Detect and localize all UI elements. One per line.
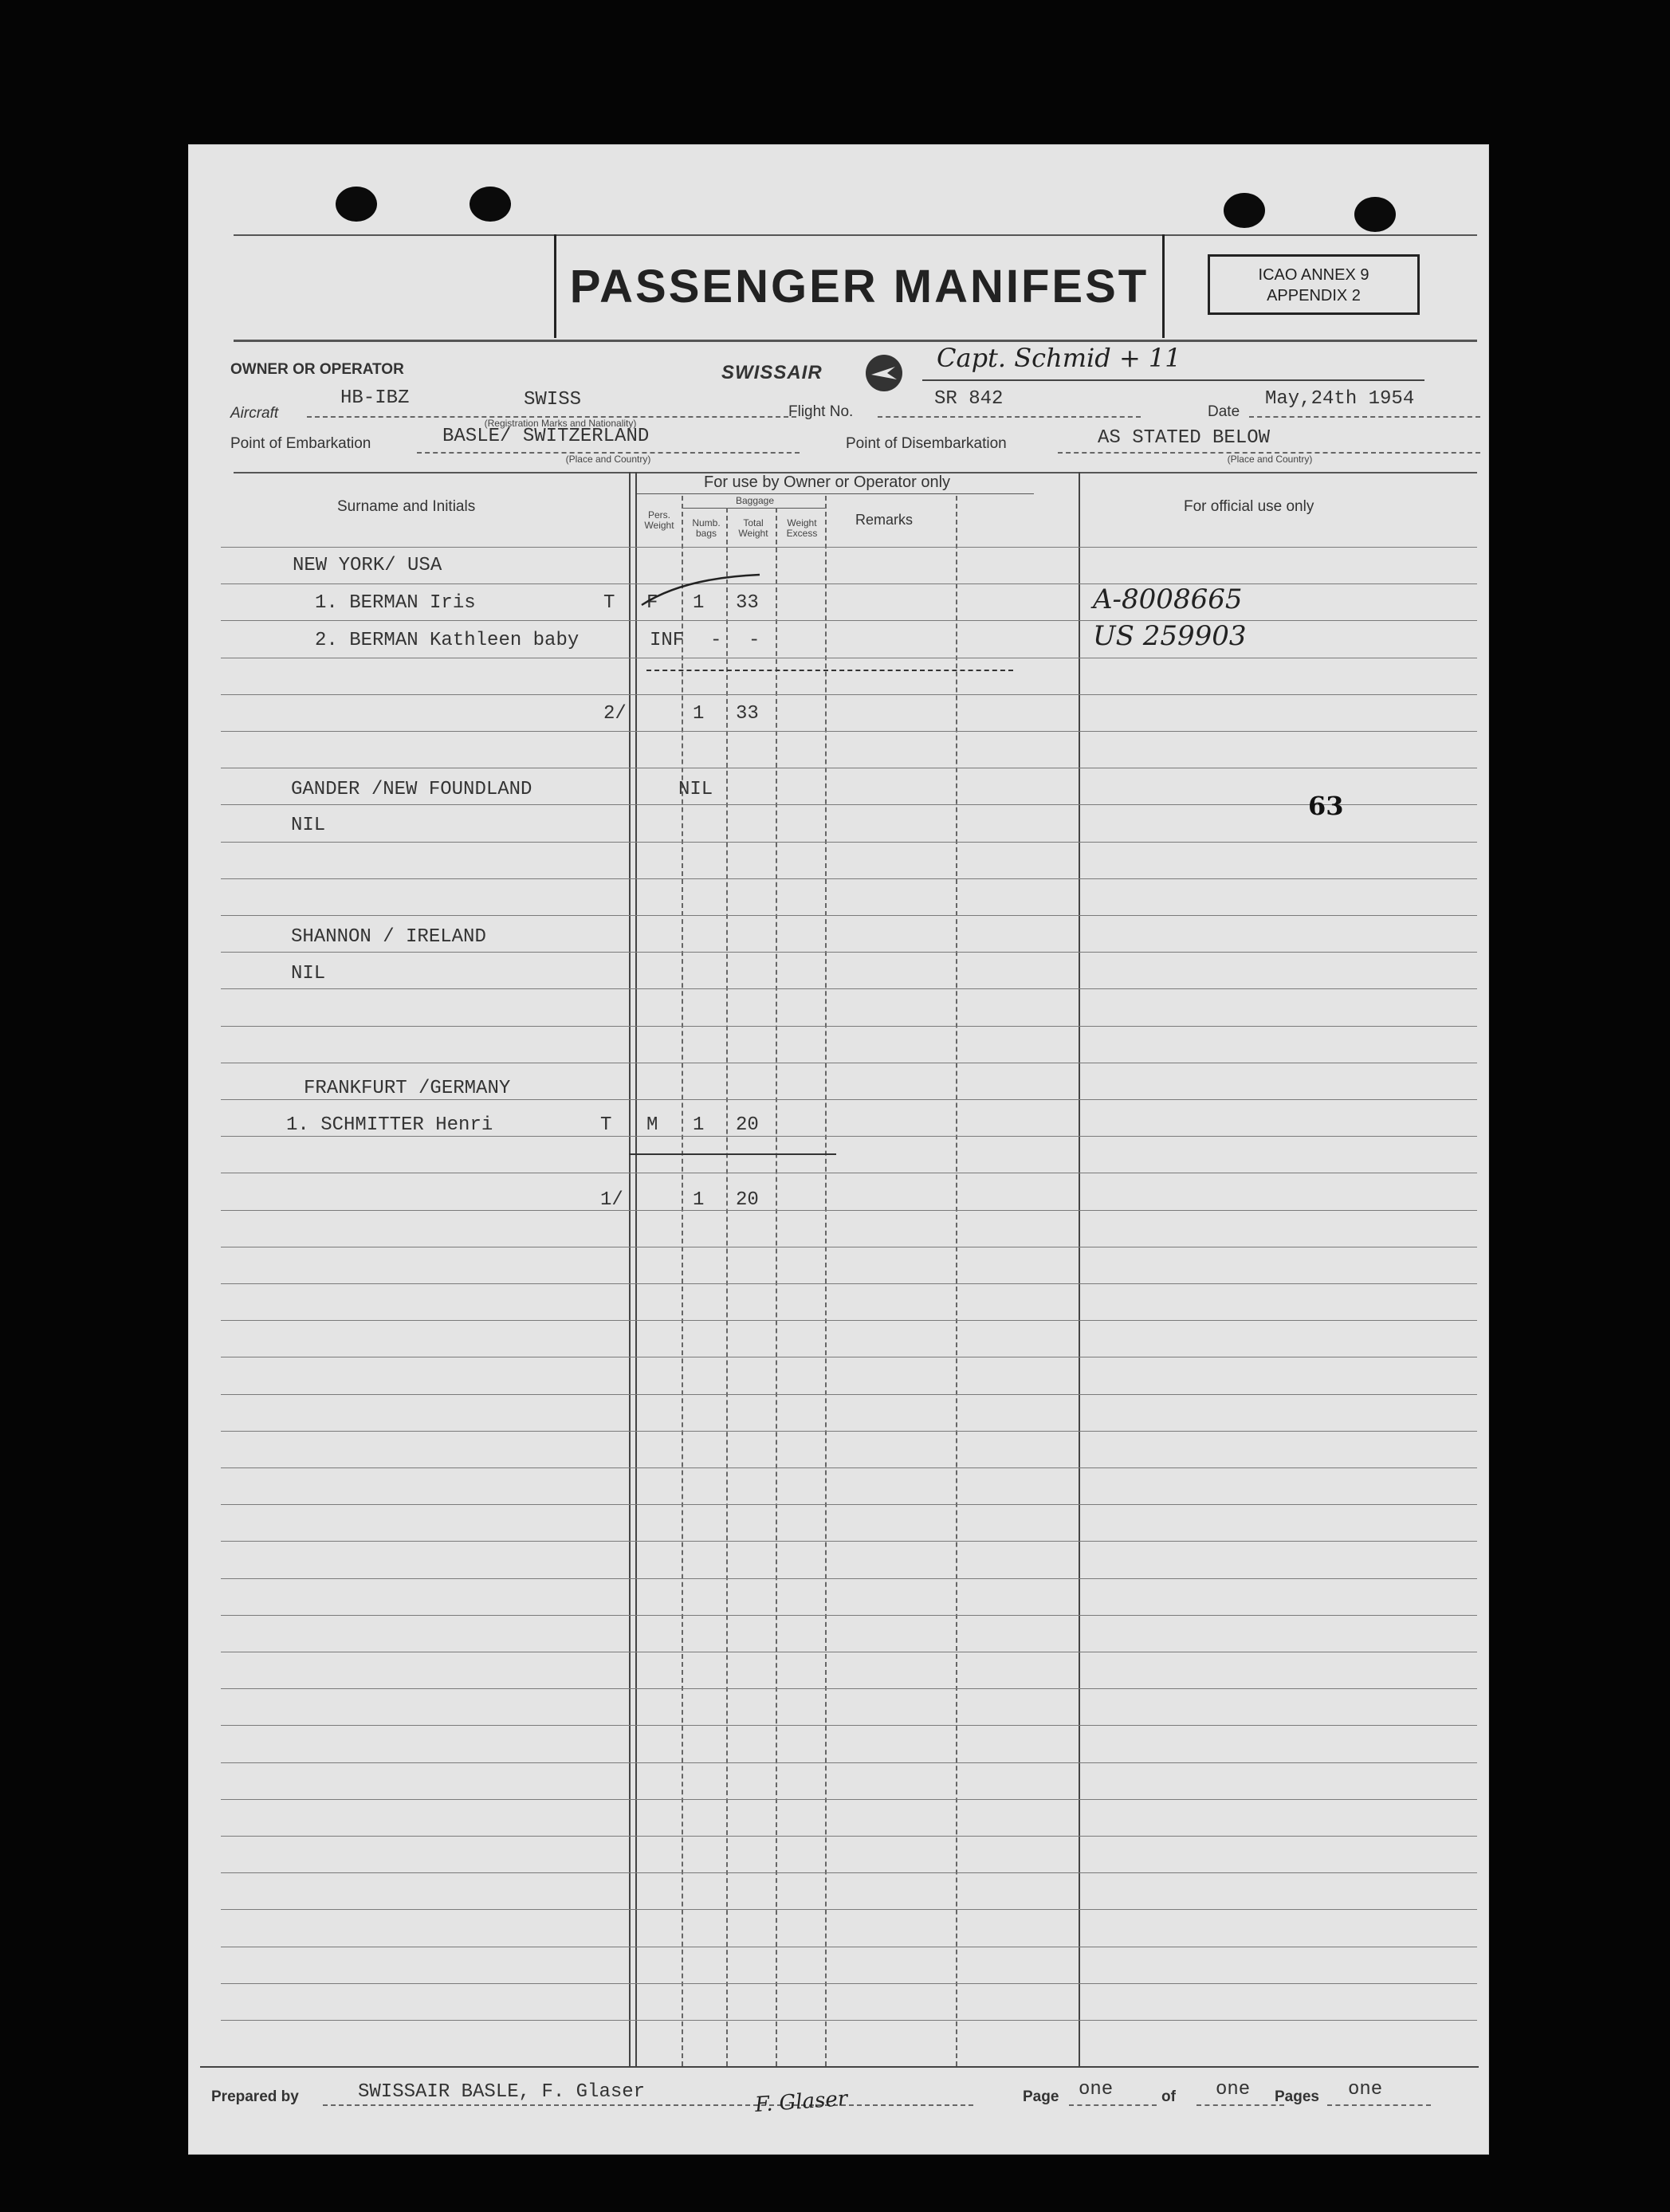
passenger-transit: T (600, 1114, 612, 1136)
ruled-row-line (221, 1283, 1477, 1284)
column-divider (776, 508, 777, 2066)
passenger-weight: - (749, 630, 760, 651)
disembarkation-value: AS STATED BELOW (1098, 427, 1271, 449)
title-box (554, 234, 1165, 338)
captain-note: Capt. Schmid + 11 (937, 343, 1181, 373)
of-rule (1197, 2104, 1284, 2106)
manifest-sheet (188, 144, 1489, 2155)
page-label: Page (1023, 2088, 1059, 2105)
ruled-row-line (221, 547, 1477, 548)
owner-use-rule (635, 493, 1034, 494)
embarkation-value: BASLE/ SWITZERLAND (442, 426, 650, 447)
of-number: one (1216, 2079, 1251, 2100)
ruled-row-line (221, 1578, 1477, 1579)
ruled-row-line (221, 1136, 1477, 1137)
swissair-logo (721, 354, 929, 394)
ruled-row-line (221, 1983, 1477, 1984)
passenger-transit: T (603, 592, 615, 614)
destination-gander: GANDER /NEW FOUNDLAND (291, 779, 532, 800)
col-weight-excess: Weight Excess (786, 517, 818, 539)
icao-appendix-line: APPENDIX 2 (1267, 287, 1361, 304)
ruled-row-line (221, 878, 1477, 879)
ruled-row-line (221, 694, 1477, 695)
official-number: A-8008665 (1093, 583, 1243, 615)
ruled-row-line (221, 1909, 1477, 1910)
column-divider (635, 472, 637, 2066)
destination-new-york: NEW YORK/ USA (293, 555, 442, 576)
ruled-row-line (221, 1541, 1477, 1542)
punch-hole (336, 187, 377, 222)
date-label: Date (1208, 403, 1240, 420)
passenger-name: 1. SCHMITTER Henri (286, 1114, 493, 1136)
ruled-row-line (221, 1836, 1477, 1837)
subtotal-weight: 33 (736, 703, 759, 725)
subtotal-weight: 20 (736, 1189, 759, 1211)
ruled-row-line (221, 915, 1477, 916)
page-number: one (1079, 2079, 1114, 2100)
col-pers-weight: Pers. Weight (644, 509, 674, 531)
ruled-row-line (221, 1725, 1477, 1726)
ruled-row-line (221, 842, 1477, 843)
signature: F. Glaser (754, 2086, 849, 2118)
passenger-sex: M (646, 1114, 658, 1136)
page-rule (1069, 2104, 1157, 2106)
ruled-row-line (221, 620, 1477, 621)
col-remarks: Remarks (855, 512, 914, 528)
ruled-row-line (221, 731, 1477, 732)
subtotal-rule (629, 1153, 836, 1155)
passenger-bags: - (710, 630, 722, 651)
col-official: For official use only (1184, 498, 1314, 515)
col-surname: Surname and Initials (337, 498, 476, 515)
passenger-sex: F (646, 592, 658, 614)
ruled-row-line (221, 1210, 1477, 1211)
aircraft-registration: HB-IBZ (340, 387, 410, 409)
ruled-row-line (221, 1872, 1477, 1873)
passenger-bags: 1 (693, 1114, 705, 1136)
baggage-label: Baggage (735, 495, 775, 506)
col-total-weight: Total Weight (738, 517, 768, 539)
destination-shannon: SHANNON / IRELAND (291, 926, 486, 948)
passenger-weight: 20 (736, 1114, 759, 1136)
ruled-row-line (221, 1431, 1477, 1432)
aircraft-sublabel: (Registration Marks and Nationality) (484, 418, 637, 429)
subtotal-bags: 1 (693, 1189, 705, 1211)
passenger-name: 2. BERMAN Kathleen baby (315, 630, 580, 651)
swissair-arrow-icon (863, 352, 905, 394)
ruled-row-line (221, 583, 1477, 584)
ruled-row-line (221, 1320, 1477, 1321)
footer-top-rule (200, 2066, 1479, 2068)
flight-number: SR 842 (934, 388, 1004, 410)
flight-label: Flight No. (788, 403, 854, 420)
ruled-row-line (221, 1026, 1477, 1027)
subtotal-count: 2/ (603, 703, 627, 725)
punch-hole (1354, 197, 1396, 232)
col-numb-bags: Numb. bags (692, 517, 721, 539)
ruled-row-line (221, 804, 1477, 805)
pages-rule (1327, 2104, 1431, 2106)
of-label: of (1161, 2088, 1176, 2105)
subtotal-count: 1/ (600, 1189, 623, 1211)
passenger-name: 1. BERMAN Iris (315, 592, 476, 614)
flight-rule (878, 416, 1141, 418)
passenger-infant-code: INF (650, 630, 685, 651)
ruled-row-line (221, 1615, 1477, 1616)
embarkation-label: Point of Embarkation (230, 435, 371, 452)
passenger-bags: 1 (693, 592, 705, 614)
subtotal-rule (646, 670, 1013, 671)
official-number: US 259903 (1093, 620, 1247, 652)
ruled-row-line (221, 988, 1477, 989)
ruled-row-line (221, 1099, 1477, 1100)
punch-hole (1224, 193, 1265, 228)
disembarkation-label: Point of Disembarkation (846, 435, 1007, 452)
pages-number: one (1348, 2079, 1383, 2100)
page-stamp-number: 63 (1308, 791, 1344, 821)
owner-label: OWNER OR OPERATOR (230, 361, 404, 378)
subtotal-bags: 1 (693, 703, 705, 725)
icao-annex-box (1208, 254, 1420, 315)
baggage-rule (683, 508, 827, 509)
destination-frankfurt: FRANKFURT /GERMANY (304, 1078, 511, 1099)
swissair-wordmark: SWISSAIR (721, 362, 823, 383)
baggage-strike-mark (635, 570, 763, 610)
shannon-nil: NIL (291, 963, 326, 984)
ruled-row-line (221, 1504, 1477, 1505)
prepared-by-value: SWISSAIR BASLE, F. Glaser (358, 2081, 646, 2103)
ruled-row-line (221, 1467, 1477, 1468)
gander-baggage: NIL (678, 779, 713, 800)
ruled-row-line (221, 952, 1477, 953)
date-rule (1249, 416, 1480, 418)
flight-date: May,24th 1954 (1265, 388, 1415, 410)
icao-annex-line: ICAO ANNEX 9 (1258, 266, 1369, 284)
owner-use-label: For use by Owner or Operator only (704, 473, 951, 491)
column-divider (726, 508, 728, 2066)
prepared-by-rule (323, 2104, 973, 2106)
ruled-row-line (221, 1762, 1477, 1763)
gander-nil: NIL (291, 815, 326, 836)
ruled-row-line (221, 1688, 1477, 1689)
ruled-row-line (221, 2020, 1477, 2021)
passenger-weight: 33 (736, 592, 759, 614)
column-divider (629, 472, 631, 2066)
pages-label: Pages (1275, 2088, 1319, 2105)
page-title: PASSENGER MANIFEST (569, 260, 1149, 312)
aircraft-label: Aircraft (230, 405, 279, 422)
aircraft-nationality: SWISS (524, 389, 582, 411)
captain-rule (922, 379, 1424, 381)
prepared-by-label: Prepared by (211, 2088, 299, 2105)
ruled-row-line (221, 1394, 1477, 1395)
punch-hole (470, 187, 511, 222)
disembarkation-sublabel: (Place and Country) (1227, 454, 1313, 465)
header-rule (234, 340, 1477, 342)
embarkation-sublabel: (Place and Country) (565, 454, 651, 465)
ruled-row-line (221, 1799, 1477, 1800)
column-divider (1079, 472, 1080, 2066)
